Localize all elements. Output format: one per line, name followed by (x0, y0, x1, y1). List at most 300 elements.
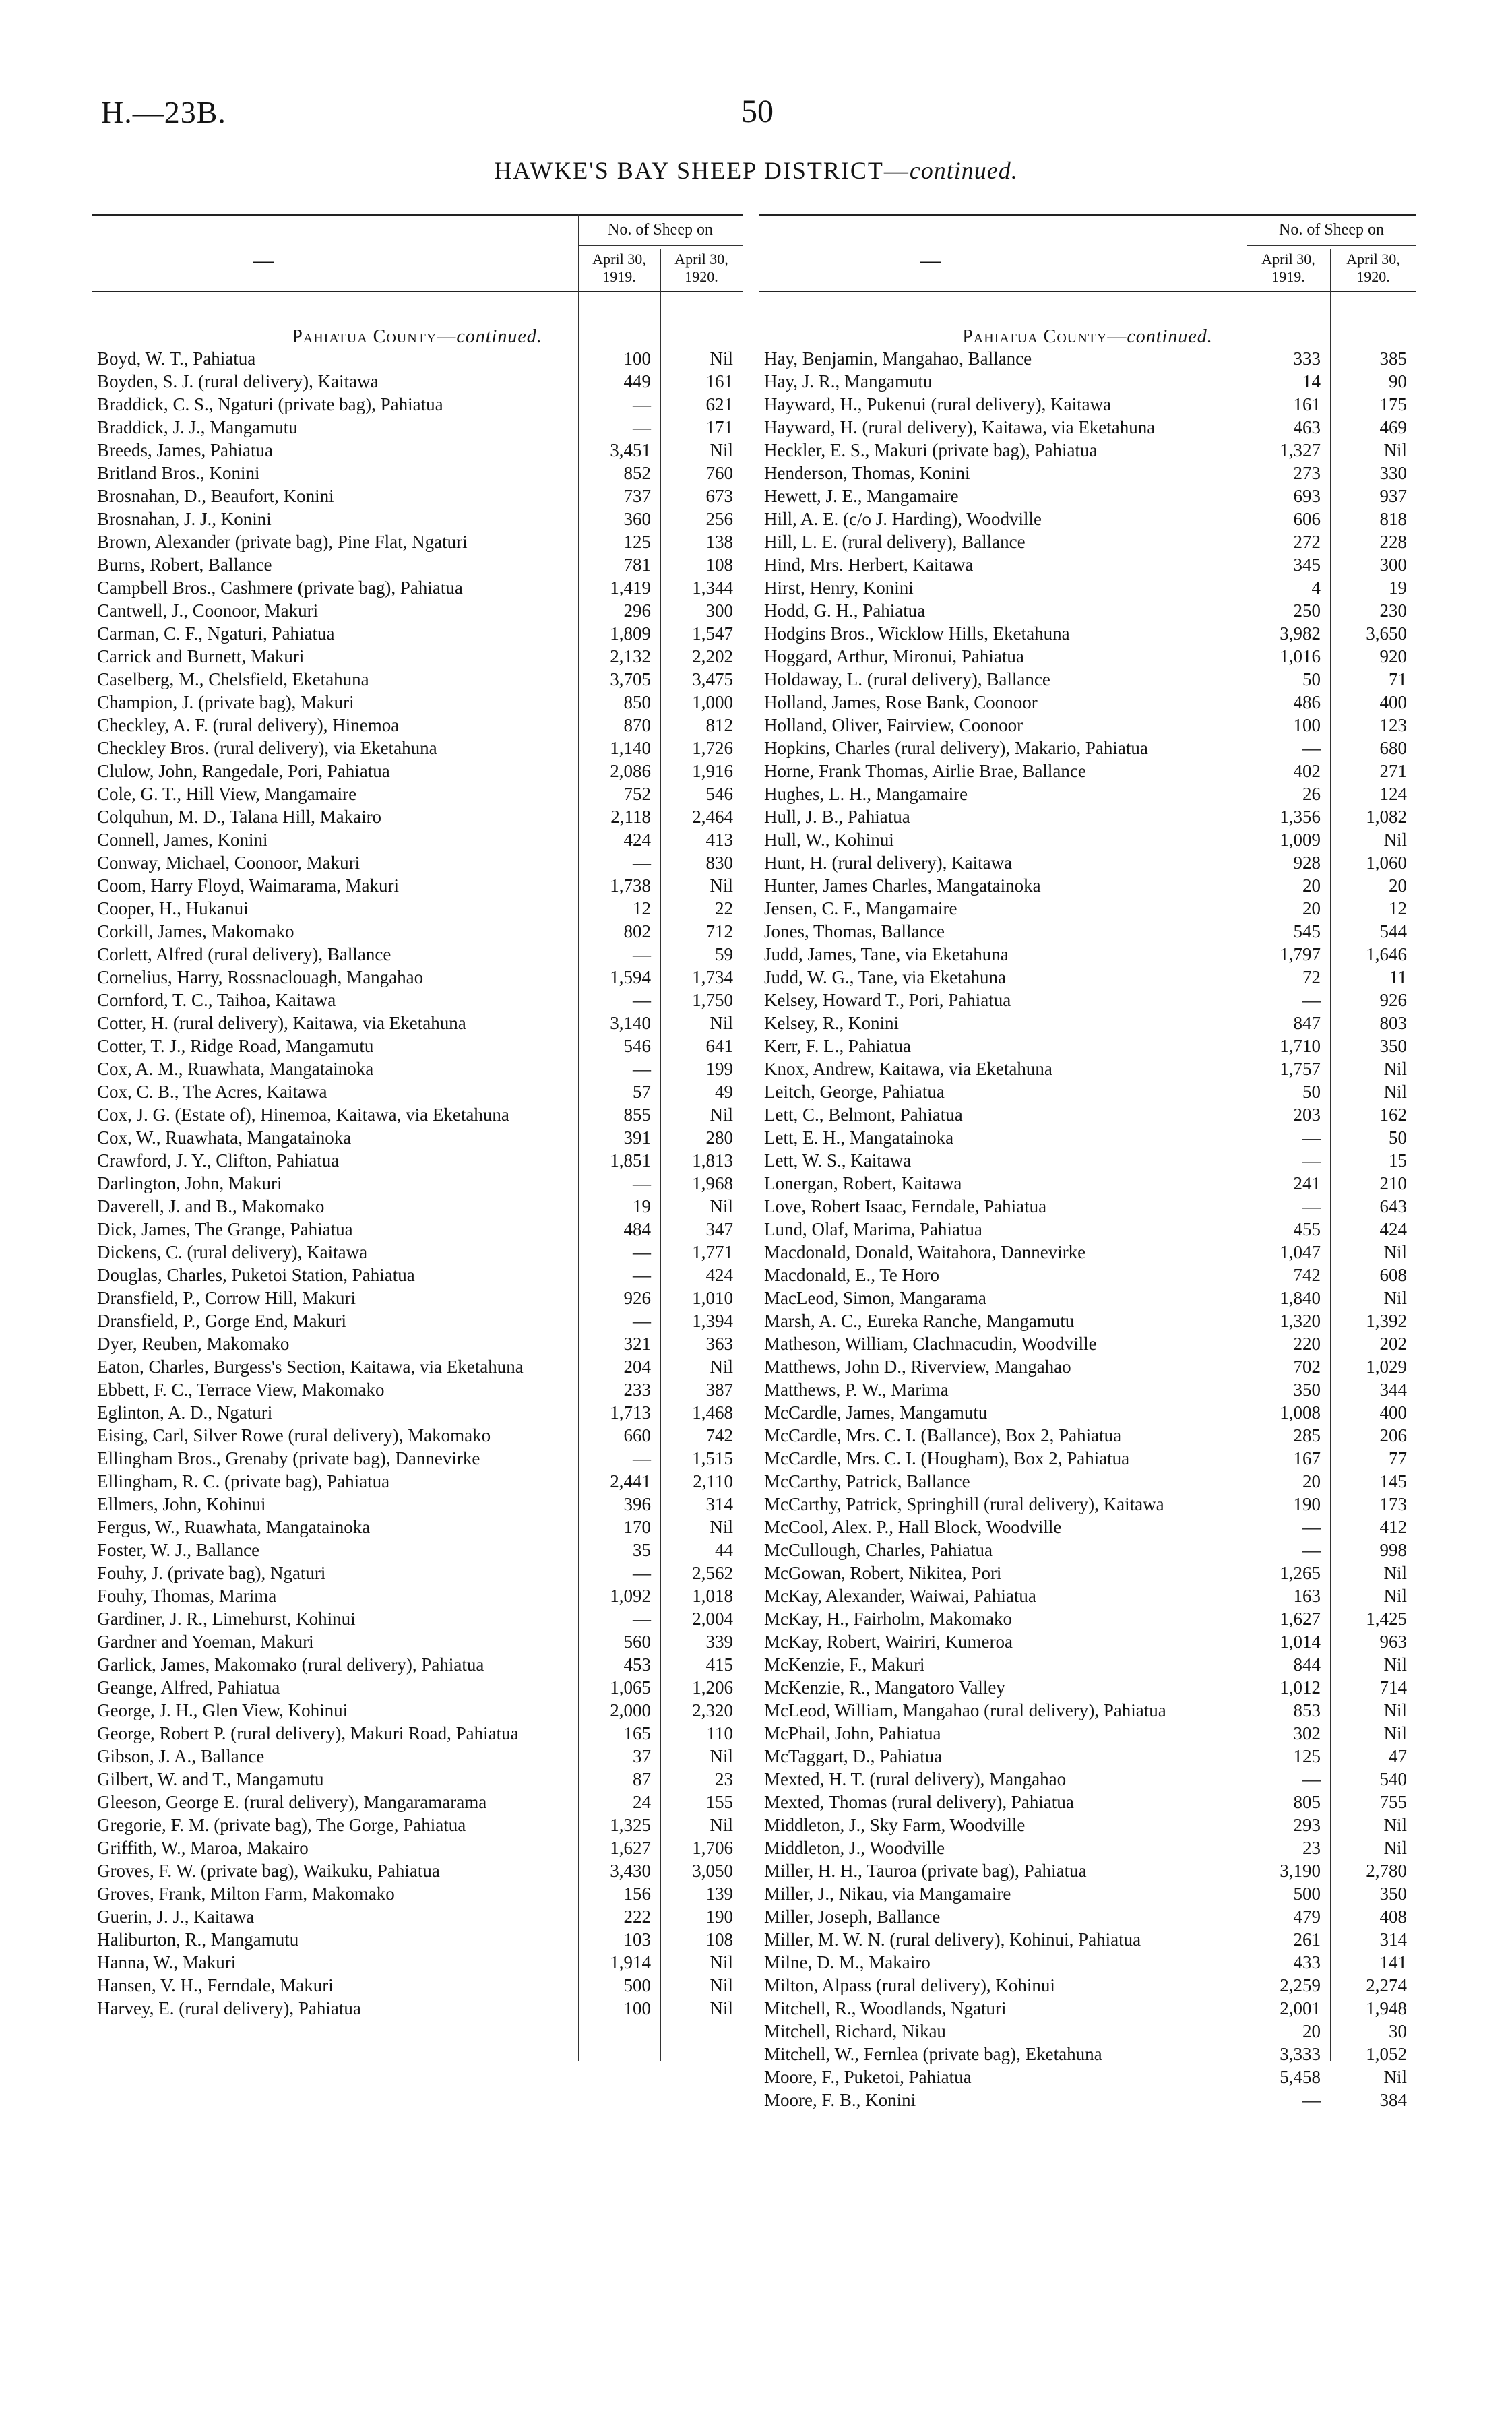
table-row (759, 1561, 1416, 1584)
owner-name: Guerin, J. J., Kaitawa (97, 1906, 255, 1927)
table-row (759, 1516, 1416, 1539)
sheep-1920: 162 (1379, 1105, 1407, 1125)
table-row (759, 622, 1416, 645)
sheep-1920: 11 (1389, 967, 1407, 987)
sheep-1919: 20 (1302, 898, 1321, 919)
table-row (759, 1103, 1416, 1126)
sheep-1920: 469 (1379, 417, 1407, 437)
sheep-1920: 300 (705, 600, 733, 621)
sheep-1919: 125 (1293, 1746, 1321, 1766)
owner-name: George, J. H., Glen View, Kohinui (97, 1700, 348, 1720)
table-row (759, 530, 1416, 553)
sheep-1920: 963 (1379, 1632, 1407, 1652)
table-row (759, 1653, 1416, 1676)
sheep-count-heading: No. of Sheep on (578, 221, 743, 246)
owner-name: Hughes, L. H., Mangamaire (764, 784, 968, 804)
sheep-1920: 714 (1379, 1677, 1407, 1698)
sheep-1920: 30 (1389, 2021, 1407, 2041)
owner-name: Gregorie, F. M. (private bag), The Gorge, Pahiatua (97, 1815, 466, 1835)
sheep-1919: 293 (1293, 1815, 1321, 1835)
sheep-1919: 203 (1293, 1105, 1321, 1125)
sheep-1920: 138 (705, 532, 733, 552)
owner-name: Ellingham, R. C. (private bag), Pahiatua (97, 1471, 390, 1491)
sheep-1919: 20 (1302, 1471, 1321, 1491)
sheep-1919: 222 (623, 1906, 651, 1927)
owner-name: Kelsey, R., Konini (764, 1013, 899, 1033)
table-row (92, 1791, 743, 1813)
sheep-1919: 20 (1302, 2021, 1321, 2041)
sheep-1919: 1,594 (610, 967, 651, 987)
sheep-1919: 1,627 (610, 1838, 651, 1858)
owner-name: McCardle, James, Mangamutu (764, 1402, 988, 1423)
owner-name: Britland Bros., Konini (97, 463, 260, 483)
sheep-1919: — (1302, 1517, 1321, 1537)
sheep-1919: 24 (633, 1792, 651, 1812)
sheep-1919: 1,016 (1280, 646, 1321, 666)
table-row (92, 1195, 743, 1218)
sheep-1919: 250 (1293, 600, 1321, 621)
owner-name: George, Robert P. (rural delivery), Makuri Road, Pahiatua (97, 1723, 519, 1743)
sheep-1920: 1,392 (1366, 1311, 1407, 1331)
sheep-1920: 812 (705, 715, 733, 735)
sheep-1920: 300 (1379, 555, 1407, 575)
sheep-1920: 641 (705, 1036, 733, 1056)
table-row (92, 1699, 743, 1722)
owner-name: Champion, J. (private bag), Makuri (97, 692, 354, 712)
sheep-1920: 23 (715, 1769, 733, 1789)
sheep-1920: 1,547 (692, 623, 733, 644)
table-header (92, 214, 743, 292)
owner-name: Ellmers, John, Kohinui (97, 1494, 266, 1514)
sheep-1919: — (1302, 1196, 1321, 1216)
owner-name: Checkley Bros. (rural delivery), via Eketahuna (97, 738, 437, 758)
sheep-1919: 35 (633, 1540, 651, 1560)
year-1920-heading (1330, 251, 1416, 291)
table-row (92, 1241, 743, 1264)
sheep-1920: 330 (1379, 463, 1407, 483)
owner-name: Lett, C., Belmont, Pahiatua (764, 1105, 963, 1125)
sheep-1919: 20 (1302, 875, 1321, 896)
sheep-1919: 402 (1293, 761, 1321, 781)
owner-name: Foster, W. J., Ballance (97, 1540, 260, 1560)
sheep-1920: 1,344 (692, 578, 733, 598)
sheep-1920: 20 (1389, 875, 1407, 896)
table-row (92, 1286, 743, 1309)
sheep-1919: 3,140 (610, 1013, 651, 1033)
sheep-1919: 1,327 (1280, 440, 1321, 460)
owner-name: Milton, Alpass (rural delivery), Kohinui (764, 1975, 1055, 1995)
sheep-1919: 852 (623, 463, 651, 483)
year-1919-year: 1919. (602, 268, 636, 285)
owner-name: Hull, J. B., Pahiatua (764, 807, 910, 827)
sheep-1920: Nil (710, 440, 733, 460)
owner-name: Carrick and Burnett, Makuri (97, 646, 305, 666)
sheep-1919: 1,851 (610, 1150, 651, 1171)
table-row (92, 439, 743, 462)
sheep-1919: 2,259 (1280, 1975, 1321, 1995)
owner-name: Corlett, Alfred (rural delivery), Ballance (97, 944, 391, 964)
owner-name: Holland, Oliver, Fairview, Coonoor (764, 715, 1023, 735)
sheep-1919: — (633, 1265, 651, 1285)
sheep-1919: — (1302, 2090, 1321, 2110)
sheep-1920: 141 (1379, 1952, 1407, 1973)
owner-name: Lett, E. H., Mangatainoka (764, 1127, 954, 1148)
owner-name: Cornford, T. C., Taihoa, Kaitawa (97, 990, 336, 1010)
sheep-1919: 241 (1293, 1173, 1321, 1193)
table-row (759, 1309, 1416, 1332)
owner-name: Conway, Michael, Coonoor, Makuri (97, 852, 360, 873)
sheep-1920: 544 (1379, 921, 1407, 941)
sheep-1920: 2,780 (1366, 1861, 1407, 1881)
sheep-1919: 19 (633, 1196, 651, 1216)
table-row (92, 943, 743, 966)
sheep-1920: 202 (1379, 1334, 1407, 1354)
sheep-1919: 190 (1293, 1494, 1321, 1514)
table-row (92, 1218, 743, 1241)
sheep-1920: 161 (705, 371, 733, 392)
sheep-1920: 755 (1379, 1792, 1407, 1812)
sheep-1920: 15 (1389, 1150, 1407, 1171)
sheep-1919: 103 (623, 1929, 651, 1950)
table-row (759, 1172, 1416, 1195)
table-row (759, 1493, 1416, 1516)
sheep-1920: 546 (705, 784, 733, 804)
table-row (759, 2020, 1416, 2043)
table-row (92, 1905, 743, 1928)
table-row (759, 1974, 1416, 1997)
owner-name: Fouhy, Thomas, Marima (97, 1586, 277, 1606)
owner-name: Marsh, A. C., Eureka Ranche, Mangamutu (764, 1311, 1075, 1331)
sheep-1920: 190 (705, 1906, 733, 1927)
sheep-1919: 3,982 (1280, 623, 1321, 644)
sheep-1919: 752 (623, 784, 651, 804)
sheep-1919: — (1302, 1769, 1321, 1789)
sheep-1920: 621 (705, 394, 733, 414)
owner-name: Carman, C. F., Ngaturi, Pahiatua (97, 623, 335, 644)
table-row (92, 1584, 743, 1607)
owner-name: McCullough, Charles, Pahiatua (764, 1540, 993, 1560)
table-row (759, 393, 1416, 416)
sheep-1919: 853 (1293, 1700, 1321, 1720)
sheep-1920: Nil (1383, 1654, 1407, 1675)
owner-name: Horne, Frank Thomas, Airlie Brae, Ballance (764, 761, 1086, 781)
owner-name: McLeod, William, Mangahao (rural delivery), Pahiatua (764, 1700, 1166, 1720)
table-row (92, 1813, 743, 1836)
table-row (92, 1676, 743, 1699)
sheep-1919: 23 (1302, 1838, 1321, 1858)
table-row (92, 1172, 743, 1195)
table-row (759, 1057, 1416, 1080)
table-row (759, 1034, 1416, 1057)
owner-list (92, 347, 743, 2020)
table-row (759, 1195, 1416, 1218)
year-1920-year: 1920. (1356, 268, 1390, 285)
sheep-1920: 22 (715, 898, 733, 919)
sheep-1919: 1,419 (610, 578, 651, 598)
section-name: Pahiatua County— (292, 326, 457, 347)
owner-name: Cotter, T. J., Ridge Road, Mangamutu (97, 1036, 374, 1056)
owner-name: Caselberg, M., Chelsfield, Eketahuna (97, 669, 369, 689)
owner-name: Coom, Harry Floyd, Waimarama, Makuri (97, 875, 399, 896)
owner-name: Hirst, Henry, Konini (764, 578, 914, 598)
owner-name: Holdaway, L. (rural delivery), Ballance (764, 669, 1050, 689)
table-row (92, 920, 743, 943)
sheep-1919: 165 (623, 1723, 651, 1743)
table-row (759, 966, 1416, 989)
sheep-1919: 302 (1293, 1723, 1321, 1743)
sheep-1920: 937 (1379, 486, 1407, 506)
owner-name: Braddick, C. S., Ngaturi (private bag), Pahiatua (97, 394, 443, 414)
owner-name: Fergus, W., Ruawhata, Mangatainoka (97, 1517, 371, 1537)
table-row (92, 1034, 743, 1057)
sheep-1920: 108 (705, 1929, 733, 1950)
sheep-1919: 2,086 (610, 761, 651, 781)
sheep-1920: 350 (1379, 1036, 1407, 1056)
district-title-main: HAWKE'S BAY SHEEP DISTRICT— (494, 157, 910, 184)
sheep-1919: 2,118 (610, 807, 651, 827)
sheep-1919: 1,047 (1280, 1242, 1321, 1262)
owner-name: Brosnahan, D., Beaufort, Konini (97, 486, 334, 506)
owner-name: Cornelius, Harry, Rossnaclouagh, Mangahao (97, 967, 424, 987)
sheep-1920: 124 (1379, 784, 1407, 804)
owner-name: Boyden, S. J. (rural delivery), Kaitawa (97, 371, 379, 392)
sheep-1920: 1,515 (692, 1448, 733, 1468)
sheep-1920: 90 (1389, 371, 1407, 392)
table-row (759, 1699, 1416, 1722)
table-row (92, 1012, 743, 1034)
sheep-1919: 12 (633, 898, 651, 919)
table-row (92, 1126, 743, 1149)
sheep-1920: 139 (705, 1884, 733, 1904)
sheep-1920: 1,948 (1366, 1998, 1407, 2018)
owner-name: Macdonald, Donald, Waitahora, Dannevirke (764, 1242, 1086, 1262)
sheep-1920: Nil (710, 1952, 733, 1973)
sheep-1919: 163 (1293, 1586, 1321, 1606)
sheep-1919: — (633, 944, 651, 964)
table-row (92, 1516, 743, 1539)
sheep-1919: 100 (623, 1998, 651, 2018)
table-row (759, 1012, 1416, 1034)
sheep-1919: 1,840 (1280, 1288, 1321, 1308)
owner-name: Geange, Alfred, Pahiatua (97, 1677, 280, 1698)
sheep-1920: 384 (1379, 2090, 1407, 2110)
owner-name: Fouhy, J. (private bag), Ngaturi (97, 1563, 326, 1583)
sheep-1919: 396 (623, 1494, 651, 1514)
table-row (92, 416, 743, 439)
table-row (759, 1218, 1416, 1241)
sheep-1920: 49 (715, 1082, 733, 1102)
table-row (92, 989, 743, 1012)
sheep-1919: 850 (623, 692, 651, 712)
sheep-1919: 1,325 (610, 1815, 651, 1835)
sheep-1919: — (633, 1448, 651, 1468)
year-1920-date: April 30, (674, 251, 728, 268)
sheep-1920: 673 (705, 486, 733, 506)
sheep-1920: 228 (1379, 532, 1407, 552)
name-column-dash: — (253, 249, 274, 272)
owner-name: Dick, James, The Grange, Pahiatua (97, 1219, 353, 1239)
table-row (92, 1424, 743, 1447)
owner-name: Hodgins Bros., Wicklow Hills, Eketahuna (764, 623, 1070, 644)
table-row (92, 759, 743, 782)
sheep-1920: 1,000 (692, 692, 733, 712)
table-row (92, 691, 743, 714)
table-row (759, 1905, 1416, 1928)
sheep-1919: 220 (1293, 1334, 1321, 1354)
table-row (759, 1607, 1416, 1630)
table-row (92, 507, 743, 530)
owner-name: Judd, W. G., Tane, via Eketahuna (764, 967, 1007, 987)
sheep-1919: 449 (623, 371, 651, 392)
owner-name: Hay, J. R., Mangamutu (764, 371, 933, 392)
owner-name: McCardle, Mrs. C. I. (Hougham), Box 2, Pahiatua (764, 1448, 1130, 1468)
table-row (92, 599, 743, 622)
sheep-1920: Nil (1383, 1815, 1407, 1835)
table-row (759, 1997, 1416, 2020)
table-row (92, 1882, 743, 1905)
table-row (759, 507, 1416, 530)
sheep-1920: 173 (1379, 1494, 1407, 1514)
sheep-1919: 3,430 (610, 1861, 651, 1881)
owner-name: Miller, Joseph, Ballance (764, 1906, 941, 1927)
table-row (92, 1103, 743, 1126)
sheep-1920: 19 (1389, 578, 1407, 598)
owner-name: Hayward, H. (rural delivery), Kaitawa, via Eketahuna (764, 417, 1156, 437)
owner-name: Gardner and Yoeman, Makuri (97, 1632, 314, 1652)
sheep-1919: — (633, 852, 651, 873)
owner-name: Matthews, P. W., Marima (764, 1379, 949, 1400)
table-row (92, 645, 743, 668)
sheep-1920: Nil (710, 1196, 733, 1216)
sheep-1919: 72 (1302, 967, 1321, 987)
owner-name: Jensen, C. F., Mangamaire (764, 898, 957, 919)
sheep-1919: — (1302, 1127, 1321, 1148)
owner-name: Brosnahan, J. J., Konini (97, 509, 272, 529)
sheep-1920: 608 (1379, 1265, 1407, 1285)
sheep-1920: 77 (1389, 1448, 1407, 1468)
sheep-1920: 71 (1389, 669, 1407, 689)
sheep-1919: 660 (623, 1425, 651, 1446)
owner-name: Macdonald, E., Te Horo (764, 1265, 940, 1285)
owner-name: Boyd, W. T., Pahiatua (97, 348, 256, 369)
sheep-1920: 998 (1379, 1540, 1407, 1560)
year-1919-heading (578, 251, 660, 291)
sheep-1919: — (633, 1609, 651, 1629)
table-row (92, 1378, 743, 1401)
sheep-1920: 643 (1379, 1196, 1407, 1216)
sheep-1920: 1,706 (692, 1838, 733, 1858)
sheep-1920: 363 (705, 1334, 733, 1354)
sheep-1919: 928 (1293, 852, 1321, 873)
table-row (759, 714, 1416, 737)
owner-name: McCarthy, Patrick, Springhill (rural delivery), Kaitawa (764, 1494, 1164, 1514)
table-row (92, 714, 743, 737)
owner-name: Love, Robert Isaac, Ferndale, Pahiatua (764, 1196, 1047, 1216)
owner-name: Gardiner, J. R., Limehurst, Kohinui (97, 1609, 356, 1629)
year-1919-date: April 30, (1261, 251, 1315, 268)
owner-name: Knox, Andrew, Kaitawa, via Eketahuna (764, 1059, 1052, 1079)
table-row (759, 576, 1416, 599)
sheep-1920: 230 (1379, 600, 1407, 621)
owner-name: Judd, James, Tane, via Eketahuna (764, 944, 1009, 964)
sheep-1919: — (1302, 738, 1321, 758)
table-row (759, 1859, 1416, 1882)
owner-name: Gilbert, W. and T., Mangamutu (97, 1769, 324, 1789)
table-row (92, 1401, 743, 1424)
owner-name: Hoggard, Arthur, Mironui, Pahiatua (764, 646, 1024, 666)
sheep-1919: 1,809 (610, 623, 651, 644)
sheep-1920: 1,916 (692, 761, 733, 781)
sheep-1919: 479 (1293, 1906, 1321, 1927)
sheep-1920: 155 (705, 1792, 733, 1812)
owner-name: Ellingham Bros., Grenaby (private bag), Dannevirke (97, 1448, 480, 1468)
sheep-1920: 12 (1389, 898, 1407, 919)
table-row (92, 530, 743, 553)
sheep-1920: Nil (1383, 1563, 1407, 1583)
district-title (0, 156, 1512, 185)
sheep-1919: 272 (1293, 532, 1321, 552)
owner-name: Eglinton, A. D., Ngaturi (97, 1402, 273, 1423)
sheep-1920: 2,004 (692, 1609, 733, 1629)
sheep-1920: 926 (1379, 990, 1407, 1010)
table-row (759, 1447, 1416, 1470)
sheep-1919: 560 (623, 1632, 651, 1652)
sheep-1919: 170 (623, 1517, 651, 1537)
sheep-1920: 1,060 (1366, 852, 1407, 873)
table-row (759, 782, 1416, 805)
section-title (92, 326, 743, 348)
owner-name: McCool, Alex. P., Hall Block, Woodville (764, 1517, 1062, 1537)
table-row (759, 1882, 1416, 1905)
sheep-1920: 206 (1379, 1425, 1407, 1446)
section-title (759, 326, 1416, 348)
table-row (92, 1836, 743, 1859)
sheep-1919: — (633, 417, 651, 437)
sheep-1919: — (633, 1242, 651, 1262)
owner-name: Cox, A. M., Ruawhata, Mangatainoka (97, 1059, 374, 1079)
owner-name: Breeds, James, Pahiatua (97, 440, 273, 460)
owner-name: Holland, James, Rose Bank, Coonoor (764, 692, 1038, 712)
table-row (92, 1355, 743, 1378)
sheep-1919: 50 (1302, 1082, 1321, 1102)
sheep-1920: 271 (1379, 761, 1407, 781)
sheep-1920: 108 (705, 555, 733, 575)
sheep-1920: 920 (1379, 646, 1407, 666)
sheep-count-heading: No. of Sheep on (1247, 221, 1416, 246)
section-name: Pahiatua County— (962, 326, 1127, 347)
sheep-1919: 742 (1293, 1265, 1321, 1285)
sheep-1920: 742 (705, 1425, 733, 1446)
sheep-1919: 2,000 (610, 1700, 651, 1720)
table-row (92, 668, 743, 691)
owner-name: Harvey, E. (rural delivery), Pahiatua (97, 1998, 361, 2018)
owner-name: Mitchell, R., Woodlands, Ngaturi (764, 1998, 1007, 2018)
sheep-1920: 830 (705, 852, 733, 873)
sheep-1920: Nil (1383, 1700, 1407, 1720)
sheep-1920: 50 (1389, 1127, 1407, 1148)
table-row (759, 1401, 1416, 1424)
sheep-1920: 424 (1379, 1219, 1407, 1239)
table-row (92, 1997, 743, 2020)
year-1920-date: April 30, (1346, 251, 1400, 268)
table-row (92, 1653, 743, 1676)
table-row (92, 1149, 743, 1172)
sheep-1920: 387 (705, 1379, 733, 1400)
table-row (92, 828, 743, 851)
sheep-1920: 415 (705, 1654, 733, 1675)
table-row (759, 1470, 1416, 1493)
sheep-1920: 199 (705, 1059, 733, 1079)
